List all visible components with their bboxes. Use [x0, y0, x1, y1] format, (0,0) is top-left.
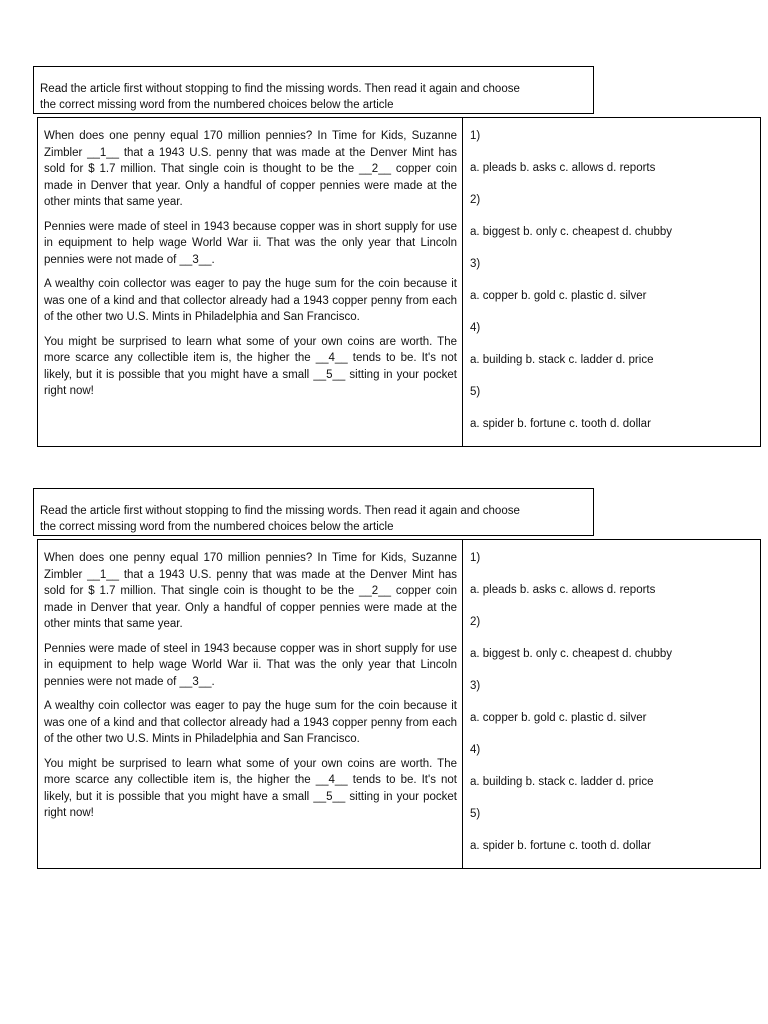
article-paragraph: Pennies were made of steel in 1943 because copper was in short supply for use in equipment to help wage World War ii. That was the only year that Lincoln pennies were not made of __3__.: [44, 220, 457, 266]
question-options: a. building b. stack c. ladder d. price: [470, 776, 654, 788]
question-number: 1): [470, 130, 481, 142]
answer-choices: [463, 118, 760, 446]
article-text: [38, 118, 463, 446]
article-paragraph: A wealthy coin collector was eager to pay the huge sum for the coin because it was one of a kind and that collector already had a 1943 copper penny from each of the other two U.S. Mints in Philadelphia and San Francisco.: [44, 278, 457, 323]
question-number: 1): [470, 552, 481, 564]
article-paragraph: When does one penny equal 170 million pennies? In Time for Kids, Suzanne Zimbler __1__ that a 1943 U.S. penny that was made at the Denver Mint has sold for $ 1.7 million. That single coin is thought to be the __2__ copper coin made in Denver that year. Only a handful of copper pennies were made at the other mints that same year.: [44, 552, 457, 630]
article-text: [38, 540, 463, 868]
question-options: a. pleads b. asks c. allows d. reports: [470, 162, 656, 174]
question-options: a. pleads b. asks c. allows d. reports: [470, 584, 656, 596]
question-number: 2): [470, 194, 481, 206]
instructions-line: Read the article first without stopping to find the missing words. Then read it again and choose: [40, 505, 520, 517]
instructions-line: the correct missing word from the numbered choices below the article: [40, 521, 394, 533]
instructions-box: [33, 488, 594, 536]
article-paragraph: You might be surprised to learn what some of your own coins are worth. The more scarce any collectible item is, the higher the __4__ tends to be. It's not likely, but it is possible that you might have a small __5__ sitting in your pocket right now!: [44, 335, 457, 397]
question-number: 4): [470, 744, 481, 756]
question-options: a. copper b. gold c. plastic d. silver: [470, 712, 647, 724]
instructions-line: the correct missing word from the numbered choices below the article: [40, 99, 394, 111]
worksheet-table: [37, 117, 761, 447]
instructions-box: [33, 66, 594, 114]
question-options: a. spider b. fortune c. tooth d. dollar: [470, 840, 651, 852]
article-paragraph: Pennies were made of steel in 1943 because copper was in short supply for use in equipment to help wage World War ii. That was the only year that Lincoln pennies were not made of __3__.: [44, 642, 457, 688]
worksheet-table: [37, 539, 761, 869]
question-number: 5): [470, 808, 481, 820]
question-number: 5): [470, 386, 481, 398]
question-number: 3): [470, 680, 481, 692]
question-options: a. biggest b. only c. cheapest d. chubby: [470, 226, 673, 238]
question-number: 2): [470, 616, 481, 628]
answer-choices: [463, 540, 760, 868]
question-options: a. spider b. fortune c. tooth d. dollar: [470, 418, 651, 430]
question-options: a. biggest b. only c. cheapest d. chubby: [470, 648, 673, 660]
question-options: a. copper b. gold c. plastic d. silver: [470, 290, 647, 302]
article-paragraph: You might be surprised to learn what some of your own coins are worth. The more scarce any collectible item is, the higher the __4__ tends to be. It's not likely, but it is possible that you might have a small __5__ sitting in your pocket right now!: [44, 757, 457, 819]
instructions-line: Read the article first without stopping to find the missing words. Then read it again and choose: [40, 83, 520, 95]
question-number: 3): [470, 258, 481, 270]
article-paragraph: When does one penny equal 170 million pennies? In Time for Kids, Suzanne Zimbler __1__ that a 1943 U.S. penny that was made at the Denver Mint has sold for $ 1.7 million. That single coin is thought to be the __2__ copper coin made in Denver that year. Only a handful of copper pennies were made at the other mints that same year.: [44, 130, 457, 208]
question-options: a. building b. stack c. ladder d. price: [470, 354, 654, 366]
article-paragraph: A wealthy coin collector was eager to pay the huge sum for the coin because it was one of a kind and that collector already had a 1943 copper penny from each of the other two U.S. Mints in Philadelphia and San Francisco.: [44, 700, 457, 745]
question-number: 4): [470, 322, 481, 334]
